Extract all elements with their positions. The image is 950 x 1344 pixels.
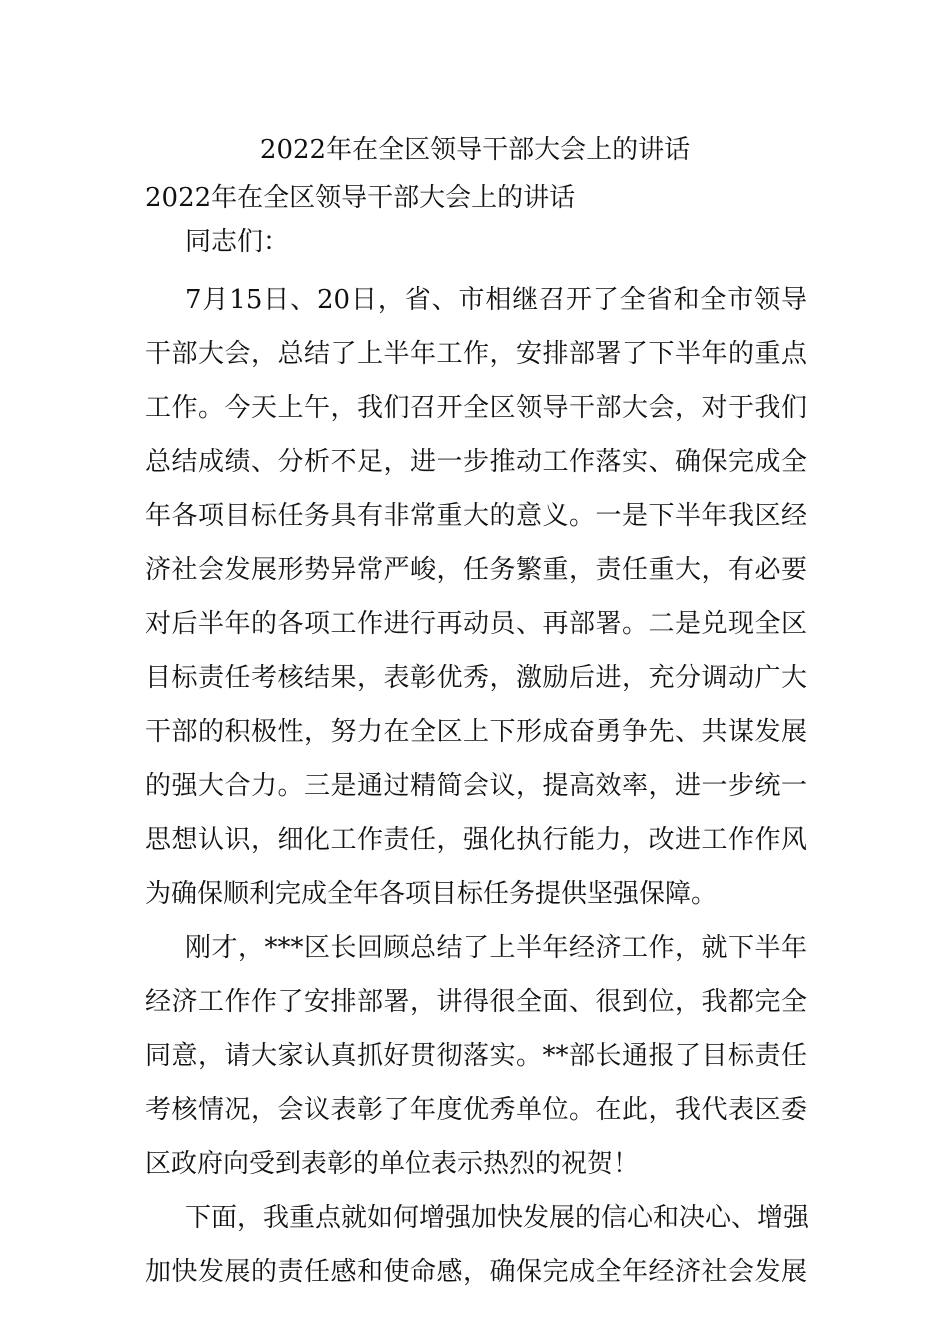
document-title: 2022年在全区领导干部大会上的讲话	[259, 135, 691, 165]
paragraph-line: 下面，我重点就如何增强加快发展的信心和决心、增强	[185, 1203, 810, 1233]
paragraph-3	[145, 1191, 810, 1299]
paragraph-line: 目标责任考核结果，表彰优秀，激励后进，充分调动广大	[145, 663, 807, 693]
paragraph-line: 加快发展的责任感和使命感，确保完成全年经济社会发展	[145, 1257, 807, 1287]
paragraph-line: 年各项目标任务具有非常重大的意义。一是下半年我区经	[145, 501, 807, 531]
paragraph-line: 总结成绩、分析不足，进一步推动工作落实、确保完成全	[145, 447, 807, 477]
paragraph-line: 同意，请大家认真抓好贯彻落实。**部长通报了目标责任	[145, 1041, 807, 1071]
paragraph-line: 干部的积极性，努力在全区上下形成奋勇争先、共谋发展	[145, 717, 807, 747]
paragraph-line: 思想认识，细化工作责任，强化执行能力，改进工作作风	[145, 825, 807, 855]
paragraph-line: 为确保顺利完成全年各项目标任务提供坚强保障。	[145, 879, 718, 909]
paragraph-1	[145, 273, 807, 921]
paragraph-line: 区政府向受到表彰的单位表示热烈的祝贺！	[145, 1149, 640, 1179]
paragraph-line: 刚才，***区长回顾总结了上半年经济工作，就下半年	[185, 933, 807, 963]
document-subtitle: 2022年在全区领导干部大会上的讲话	[145, 183, 576, 213]
paragraph-line: 济社会发展形势异常严峻，任务繁重，责任重大，有必要	[145, 555, 807, 585]
paragraph-line: 7月15日、20日，省、市相继召开了全省和全市领导	[185, 285, 807, 315]
paragraph-line: 的强大合力。三是通过精简会议，提高效率，进一步统一	[145, 771, 807, 801]
paragraph-2	[145, 921, 807, 1191]
paragraph-line: 考核情况，会议表彰了年度优秀单位。在此，我代表区委	[145, 1095, 807, 1125]
paragraph-line: 干部大会，总结了上半年工作，安排部署了下半年的重点	[145, 339, 807, 369]
paragraph-line: 对后半年的各项工作进行再动员、再部署。二是兑现全区	[145, 609, 807, 639]
document-body	[145, 181, 810, 1299]
salutation: 同志们：	[185, 227, 290, 257]
paragraph-line: 经济工作作了安排部署，讲得很全面、很到位，我都完全	[145, 987, 807, 1017]
paragraph-line: 工作。今天上午，我们召开全区领导干部大会，对于我们	[145, 393, 807, 423]
